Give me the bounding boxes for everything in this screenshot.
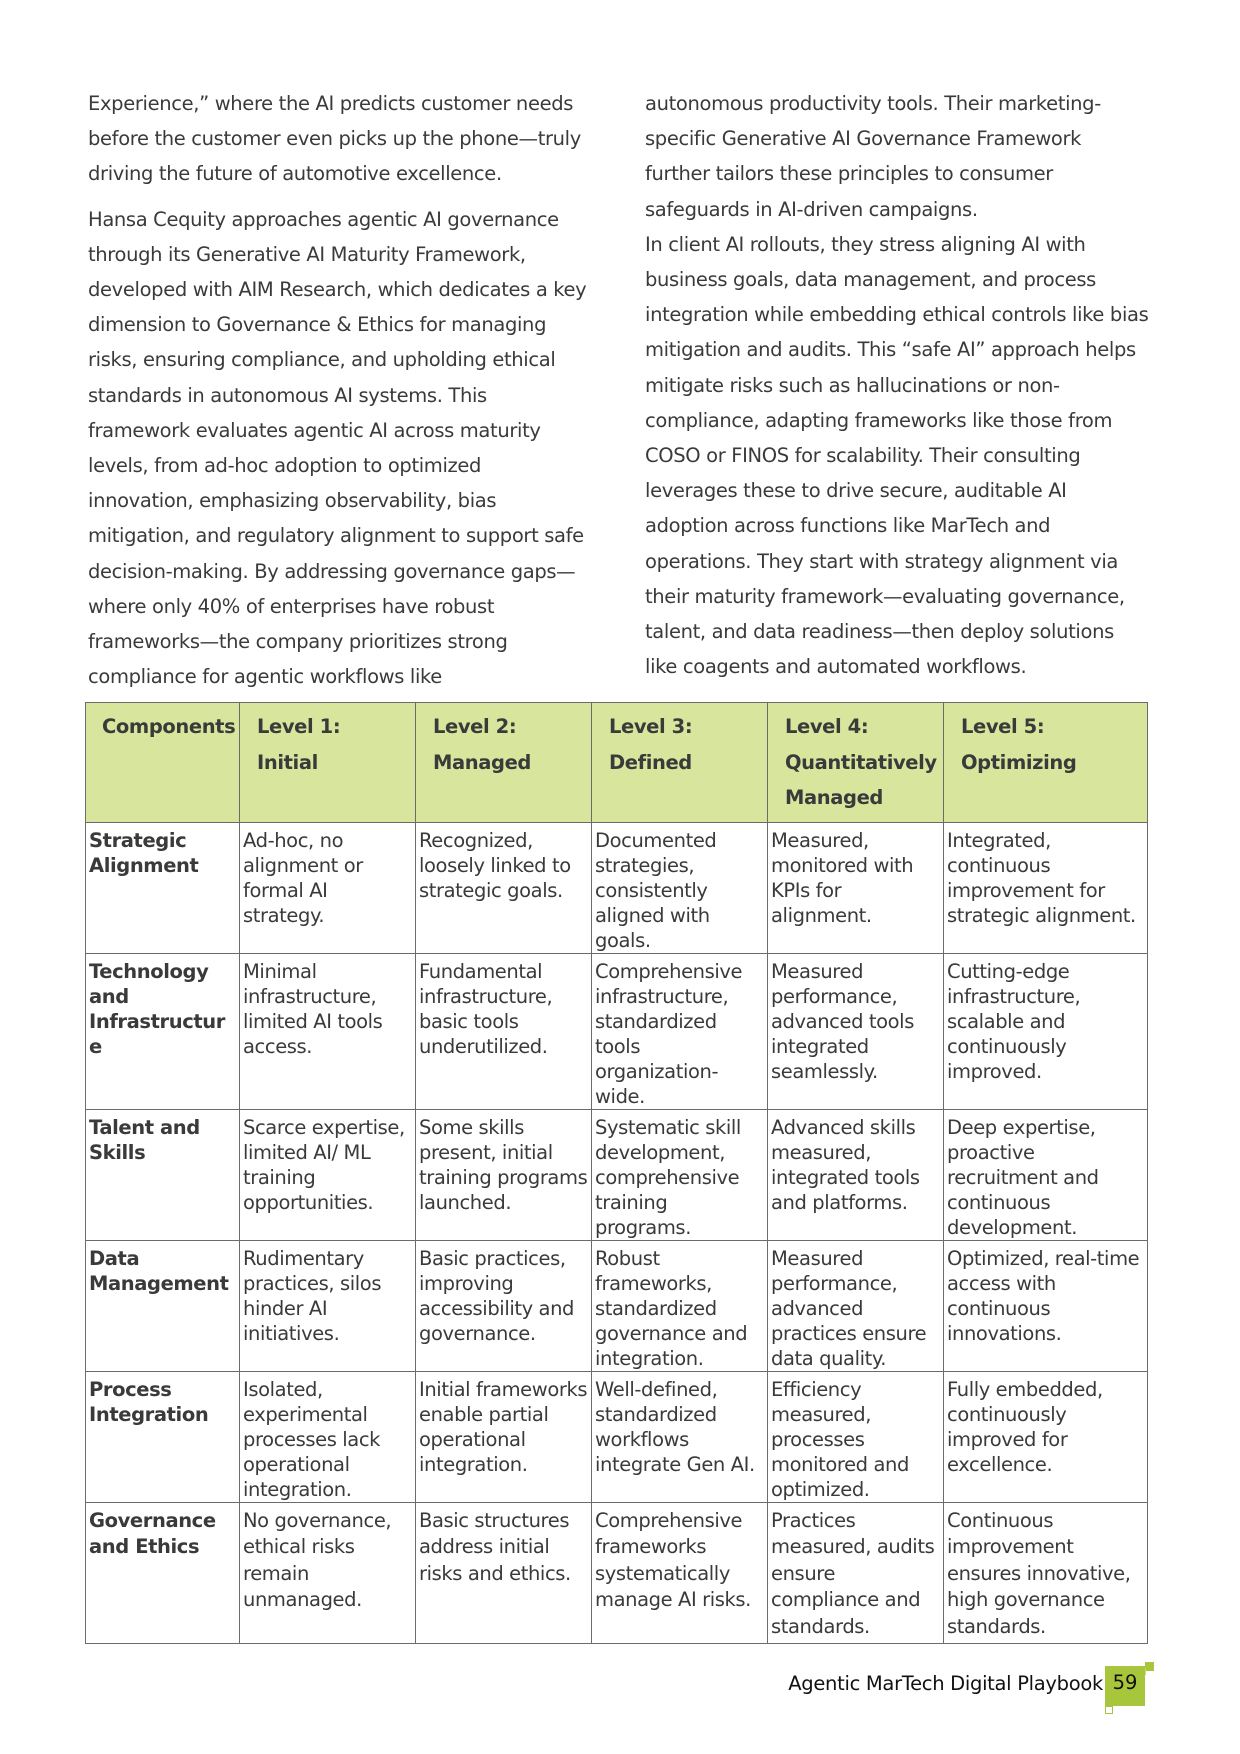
table-cell: Cutting-edge infrastructure, scalable and continuously improved. xyxy=(944,953,1148,1109)
column-header-level-5: Level 5: Optimizing xyxy=(944,703,1148,823)
table-cell: Scarce expertise, limited AI/ ML training opportunities. xyxy=(240,1109,416,1240)
table-cell: Ad-hoc, no alignment or formal AI strategy. xyxy=(240,822,416,953)
table-cell: Robust frameworks, standardized governance and integration. xyxy=(592,1240,768,1371)
column-header-level-4: Level 4: Quantitatively Managed xyxy=(768,703,944,823)
table-cell: Practices measured, audits ensure compliance and standards. xyxy=(768,1502,944,1643)
table-cell: Measured, monitored with KPIs for alignment. xyxy=(768,822,944,953)
table-cell: Rudimentary practices, silos hinder AI initiatives. xyxy=(240,1240,416,1371)
table-cell: Efficiency measured, processes monitored and optimized. xyxy=(768,1371,944,1502)
table-cell: Recognized, loosely linked to strategic goals. xyxy=(416,822,592,953)
decorative-outline-square-icon xyxy=(1105,1706,1113,1714)
table-cell: Comprehensive infrastructure, standardized tools organization-wide. xyxy=(592,953,768,1109)
body-column-left xyxy=(88,86,588,694)
page-footer xyxy=(0,1660,1240,1720)
table-row xyxy=(86,1371,1148,1502)
table-cell: Fully embedded, continuously improved for excellence. xyxy=(944,1371,1148,1502)
table-cell: Well-defined, standardized workflows integrate Gen AI. xyxy=(592,1371,768,1502)
table-cell: Measured performance, advanced tools integrated seamlessly. xyxy=(768,953,944,1109)
table-cell: Integrated, continuous improvement for strategic alignment. xyxy=(944,822,1148,953)
table-cell: Isolated, experimental processes lack operational integration. xyxy=(240,1371,416,1502)
column-header-level-3: Level 3: Defined xyxy=(592,703,768,823)
table-cell: Fundamental infrastructure, basic tools underutilized. xyxy=(416,953,592,1109)
maturity-framework-table xyxy=(85,702,1148,1644)
table-cell: Systematic skill development, comprehensive training programs. xyxy=(592,1109,768,1240)
table-cell: Some skills present, initial training programs launched. xyxy=(416,1109,592,1240)
publication-title: Agentic MarTech Digital Playbook xyxy=(788,1672,1103,1695)
row-header: Strategic Alignment xyxy=(86,822,240,953)
page-number-badge xyxy=(1105,1666,1145,1706)
table-row xyxy=(86,1502,1148,1643)
paragraph: In client AI rollouts, they stress aligning AI with business goals, data management, and process integration while embedding ethical controls like bias mitigation and audits. This “safe AI” approach helps mitigate risks such as hallucinations or non-compliance, adapting frameworks like those from COSO or FINOS for scalability. Their consulting leverages these to drive secure, auditable AI adoption across functions like MarTech and operations. They start with strategy alignment via their maturity framework—evaluating governance, talent, and data readiness—then deploy solutions like coagents and automated workflows. xyxy=(645,232,1149,679)
column-header-level-1: Level 1: Initial xyxy=(240,703,416,823)
table-header-row xyxy=(86,703,1148,823)
decorative-square-icon xyxy=(1145,1662,1154,1671)
paragraph: Experience,” where the AI predicts customer needs before the customer even picks up the phone—truly driving the future of automotive excellence. xyxy=(88,92,581,186)
table-cell: Minimal infrastructure, limited AI tools access. xyxy=(240,953,416,1109)
row-header: Talent and Skills xyxy=(86,1109,240,1240)
table-cell: Basic structures address initial risks and ethics. xyxy=(416,1502,592,1643)
table-cell: Optimized, real-time access with continuous innovations. xyxy=(944,1240,1148,1371)
row-header: Technology and Infrastructure xyxy=(86,953,240,1109)
table-cell: Measured performance, advanced practices ensure data quality. xyxy=(768,1240,944,1371)
paragraph: autonomous productivity tools. Their marketing-specific Generative AI Governance Framework further tailors these principles to consumer safeguards in AI-driven campaigns. xyxy=(645,92,1101,221)
table-row xyxy=(86,953,1148,1109)
table-cell: Initial frameworks enable partial operational integration. xyxy=(416,1371,592,1502)
row-header: Data Management xyxy=(86,1240,240,1371)
column-header-components: Components xyxy=(86,703,240,823)
table-cell: Basic practices, improving accessibility and governance. xyxy=(416,1240,592,1371)
table-cell: Deep expertise, proactive recruitment and continuous development. xyxy=(944,1109,1148,1240)
column-header-level-2: Level 2: Managed xyxy=(416,703,592,823)
row-header: Process Integration xyxy=(86,1371,240,1502)
table-row xyxy=(86,1240,1148,1371)
table-cell: No governance, ethical risks remain unmanaged. xyxy=(240,1502,416,1643)
page-number: 59 xyxy=(1112,1671,1138,1694)
table-cell: Documented strategies, consistently aligned with goals. xyxy=(592,822,768,953)
row-header: Governance and Ethics xyxy=(86,1502,240,1643)
body-column-right xyxy=(645,86,1150,684)
table-cell: Comprehensive frameworks systematically manage AI risks. xyxy=(592,1502,768,1643)
paragraph: Hansa Cequity approaches agentic AI governance through its Generative AI Maturity Framework, developed with AIM Research, which dedicates a key dimension to Governance & Ethics for managing risks, ensuring compliance, and upholding ethical standards in autonomous AI systems. This framework evaluates agentic AI across maturity levels, from ad-hoc adoption to optimized innovation, emphasizing observability, bias mitigation, and regulatory alignment to support safe decision-making. By addressing governance gaps—where only 40% of enterprises have robust frameworks—the company prioritizes strong compliance for agentic workflows like xyxy=(88,207,587,689)
table-cell: Advanced skills measured, integrated tools and platforms. xyxy=(768,1109,944,1240)
table-cell: Continuous improvement ensures innovative, high governance standards. xyxy=(944,1502,1148,1643)
table-row xyxy=(86,1109,1148,1240)
table-row xyxy=(86,822,1148,953)
